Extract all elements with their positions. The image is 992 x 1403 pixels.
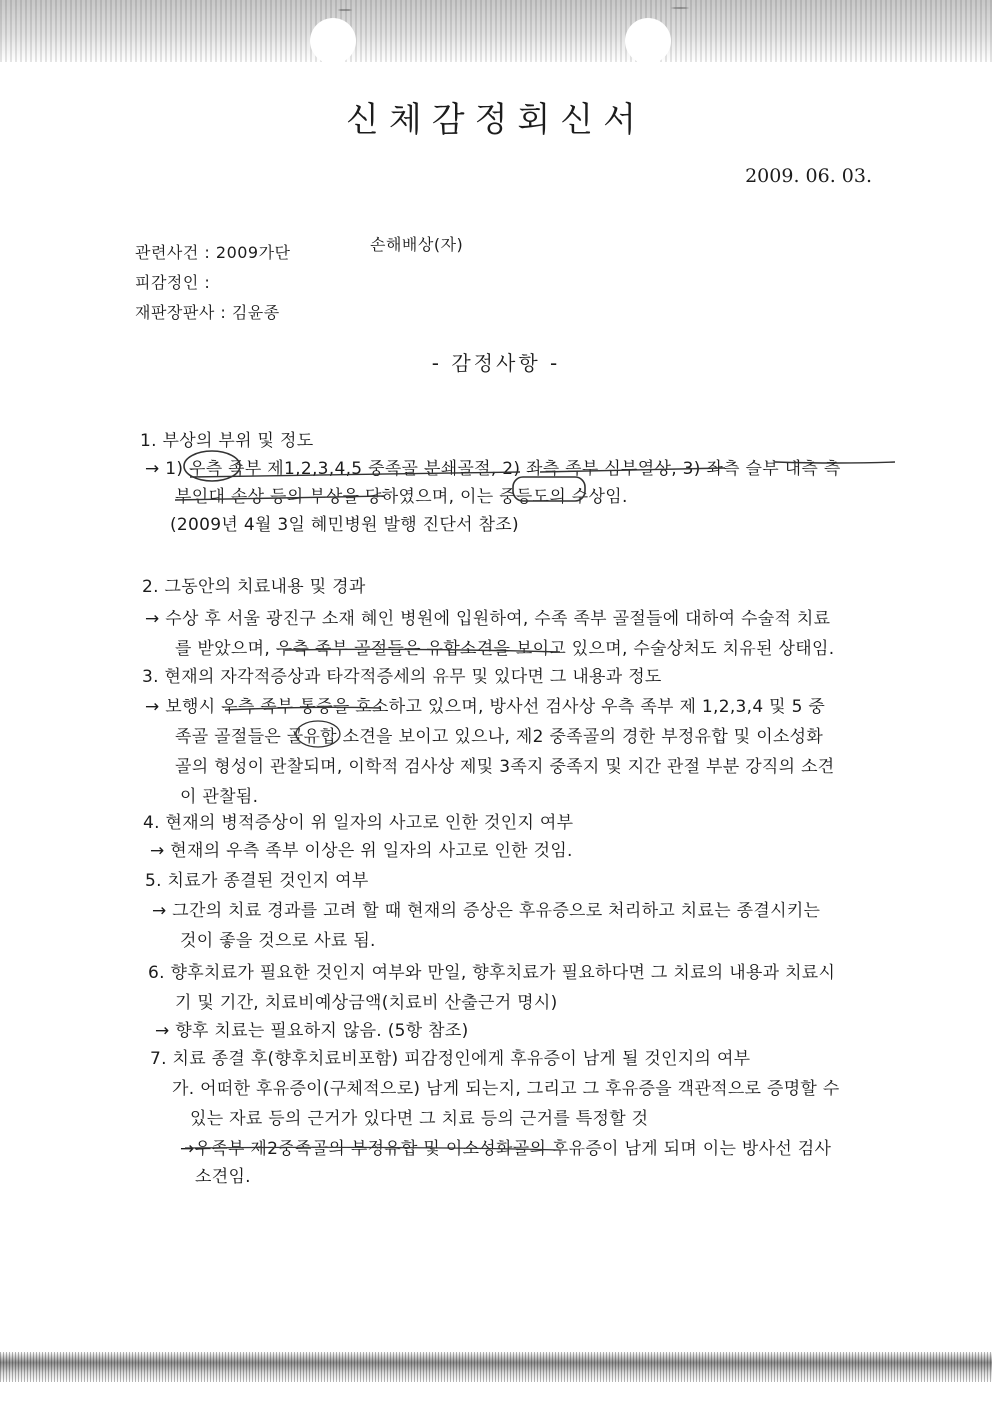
examinee: 피감정인 : xyxy=(135,273,211,292)
hand-underline-5 xyxy=(285,649,560,652)
hand-underline-6 xyxy=(225,707,380,710)
section-title: - 감정사항 - xyxy=(431,351,561,375)
hand-underline-7 xyxy=(185,1147,560,1150)
item-4-answer-line-1: → 현재의 우측 족부 이상은 위 일자의 사고로 인한 것임. xyxy=(150,841,573,861)
item-1-answer-line-3: (2009년 4월 3일 혜민병원 발행 진단서 참조) xyxy=(170,515,519,535)
item-3-answer-line-1: → 보행시 우측 족부 통증을 호소하고 있으며, 방사선 검사상 우측 족부 제 1,2,3,4 및 5 중 xyxy=(145,697,826,717)
item-6-heading-cont: 기 및 기간, 치료비예상금액(치료비 산출근거 명시) xyxy=(175,993,558,1013)
hand-circle-bone xyxy=(296,721,340,747)
hand-underline-3 xyxy=(775,462,895,463)
item-3-heading: 3. 현재의 자각적증상과 타각적증세의 유무 및 있다면 그 내용과 정도 xyxy=(142,667,662,687)
item-6-answer-line-1: → 향후 치료는 필요하지 않음. (5항 참조) xyxy=(155,1021,469,1041)
item-7-heading: 7. 치료 종결 후(향후치료비포함) 피감정인에게 후유증이 남게 될 것인지의 여부 xyxy=(150,1049,751,1069)
document-date: 2009. 06. 03. xyxy=(745,165,872,187)
hand-underline-1 xyxy=(190,472,520,477)
item-7-sub-line-1: 가. 어떠한 후유증이(구체적으로) 남게 되는지, 그리고 그 후유증을 객관적으로 증명할 수 xyxy=(172,1079,840,1099)
item-4-heading: 4. 현재의 병적증상이 위 일자의 사고로 인한 것인지 여부 xyxy=(143,813,574,833)
item-5-answer-line-1: → 그간의 치료 경과를 고려 할 때 현재의 증상은 후유증으로 처리하고 치료는 종결시키는 xyxy=(152,901,821,921)
related-case: 관련사건 : 2009가단 xyxy=(135,243,291,262)
item-5-heading: 5. 치료가 종결된 것인지 여부 xyxy=(145,871,369,891)
hand-underline-4 xyxy=(175,496,385,500)
case-type: 손해배상(자) xyxy=(370,235,464,254)
item-1-answer-line-1: → 1) 우측 족부 제1,2,3,4,5 중족골 분쇄골절, 2) 좌측 족부 심부열상, 3) 좌측 슬부 내측 측 xyxy=(145,459,841,479)
item-7-sub-line-2: 있는 자료 등의 근거가 있다면 그 치료 등의 근거를 특정할 것 xyxy=(190,1109,649,1129)
item-1-answer-line-2: 부인대 손상 등의 부상을 당하였으며, 이는 중등도의 수상임. xyxy=(175,487,628,507)
item-7-answer-line-2: 소견임. xyxy=(195,1167,251,1187)
item-3-answer-line-3: 골의 형성이 관찰되며, 이학적 검사상 제및 3족지 중족지 및 지간 관절 부분 강직의 소견 xyxy=(175,757,835,777)
item-7-answer-line-1: →우족부 제2중족골의 부정유합 및 이소성화골의 후유증이 남게 되며 이는 방사선 검사 xyxy=(180,1139,832,1159)
item-5-answer-line-2: 것이 좋을 것으로 사료 됨. xyxy=(180,931,376,951)
item-2-answer-line-1: → 수상 후 서울 광진구 소재 혜인 병원에 입원하여, 수족 족부 골절들에 대하여 수술적 치료 xyxy=(145,609,831,629)
item-1-heading: 1. 부상의 부위 및 정도 xyxy=(140,431,314,451)
item-2-heading: 2. 그동안의 치료내용 및 경과 xyxy=(142,577,366,597)
judge: 재판장판사 : 김윤종 xyxy=(135,303,280,322)
document-title: 신체감정회신서 xyxy=(346,100,646,140)
item-3-answer-line-2: 족골 골절들은 골유합 소견을 보이고 있으나, 제2 중족골의 경한 부정유합 및 이소성화 xyxy=(175,727,824,747)
item-2-answer-line-2: 를 받았으며, 우측 족부 골절들은 유합소견을 보이고 있으며, 수술상처도 치유된 상태임. xyxy=(175,639,835,659)
item-3-answer-line-4: 이 관찰됨. xyxy=(180,787,259,807)
hand-box-moderate xyxy=(513,477,585,501)
hand-underline-2 xyxy=(540,468,725,472)
item-6-heading: 6. 향후치료가 필요한 것인지 여부와 만일, 향후치료가 필요하다면 그 치료의 내용과 치료시 xyxy=(148,963,836,983)
